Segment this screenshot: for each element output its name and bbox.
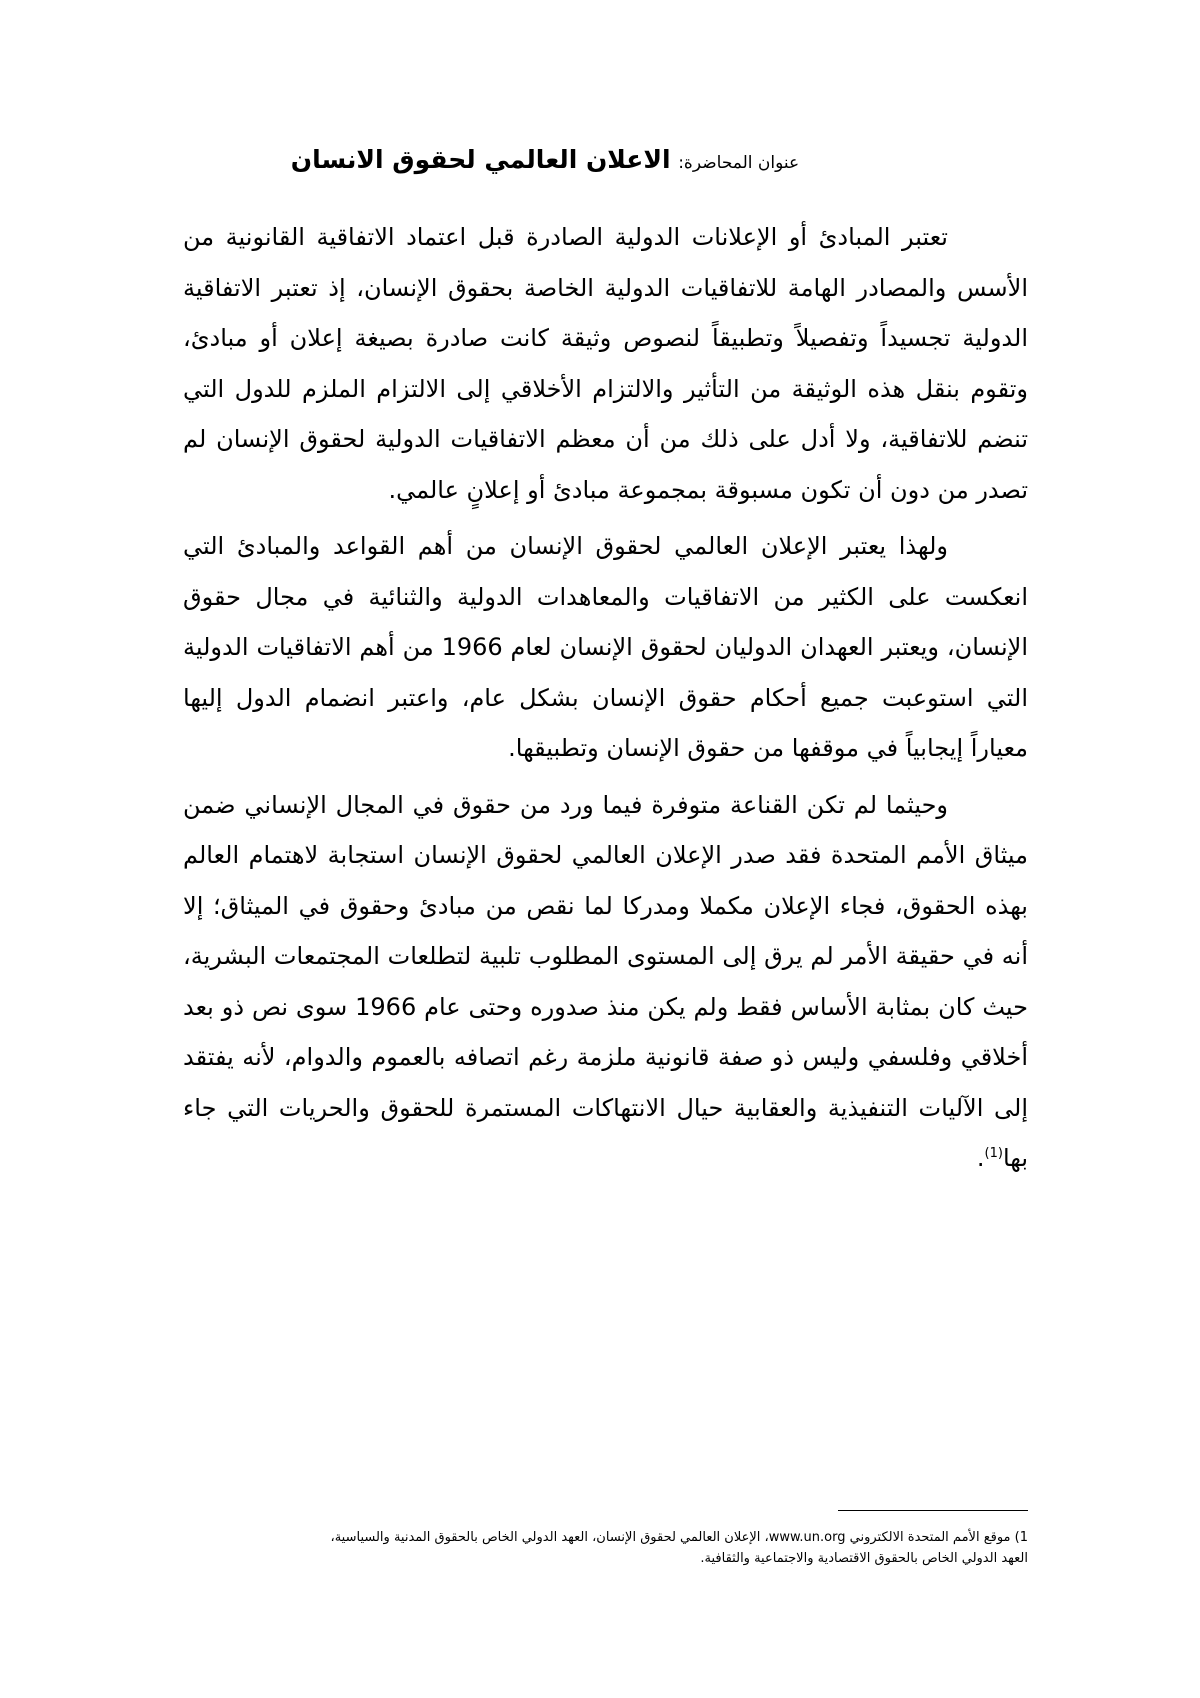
title-prefix: عنوان المحاضرة: [678, 153, 800, 173]
footnote-line-2: العهد الدولي الخاص بالحقوق الاقتصادية والاجتماعية والثقافية. [700, 1551, 1028, 1566]
paragraph-3 [183, 780, 1028, 1184]
page-title [180, 140, 910, 183]
footnote-line-1: 1) موقع الأمم المتحدة الالكتروني www.un.org، الإعلان العالمي لحقوق الإنسان، العهد الدولي الخاص بالحقوق المدنية والسياسية، [330, 1530, 1028, 1545]
paragraph-3-text: وحيثما لم تكن القناعة متوفرة فيما ورد من حقوق في المجال الإنساني ضمن ميثاق الأمم المتحدة فقد صدر الإعلان العالمي لحقوق الإنسان استجابة لاهتمام العالم بهذه الحقوق، فجاء الإعلان مكملا ومدركا لما نقص من مبادئ وحقوق في الميثاق؛ إلا أنه في حقيقة الأمر لم يرق إلى المستوى المطلوب تلبية لتطلعات المجتمعات البشرية، حيث كان بمثابة الأساس فقط ولم يكن منذ صدوره وحتى عام 1966 سوى نص ذو بعد أخلاقي وفلسفي وليس ذو صفة قانونية ملزمة رغم اتصافه بالعموم والدوام، لأنه يفتقد إلى الآليات التنفيذية والعقابية حيال الانتهاكات المستمرة للحقوق والحريات التي جاء بها [183, 790, 1028, 1172]
footnote-separator [838, 1510, 1028, 1511]
paragraph-2: ولهذا يعتبر الإعلان العالمي لحقوق الإنسان من أهم القواعد والمبادئ التي انعكست على الكثير من الاتفاقيات والمعاهدات الدولية والثنائية في مجال حقوق الإنسان، ويعتبر العهدان الدوليان لحقوق الإنسان لعام 1966 من أهم الاتفاقيات الدولية التي استوعبت جميع أحكام حقوق الإنسان بشكل عام، واعتبر انضمام الدول إليها معياراً إيجابياً في موقفها من حقوق الإنسان وتطبيقها. [183, 532, 1029, 762]
paragraph-3-end: . [976, 1144, 985, 1172]
paragraph-1: تعتبر المبادئ أو الإعلانات الدولية الصادرة قبل اعتماد الاتفاقية القانونية من الأسس والمصادر الهامة للاتفاقيات الدولية الخاصة بحقوق الإنسان، إذ تعتبر الاتفاقية الدولية تجسيداً وتفصيلاً وتطبيقاً لنصوص وثيقة كانت صادرة بصيغة إعلان أو مبادئ، وتقوم بنقل هذه الوثيقة من التأثير والالتزام الأخلاقي إلى الالتزام الملزم للدول التي تنضم للاتفاقية، ولا أدل على ذلك من أن معظم الاتفاقيات الدولية لحقوق الإنسان لم تصدر من دون أن تكون مسبوقة بمجموعة مبادئ أو إعلانٍ عالمي. [183, 223, 1028, 504]
document-body [183, 212, 1028, 1190]
footnote-reference[interactable]: (1) [984, 1146, 1003, 1161]
title-main: الاعلان العالمي لحقوق الانسان [290, 145, 671, 174]
footnote [183, 1527, 1028, 1569]
